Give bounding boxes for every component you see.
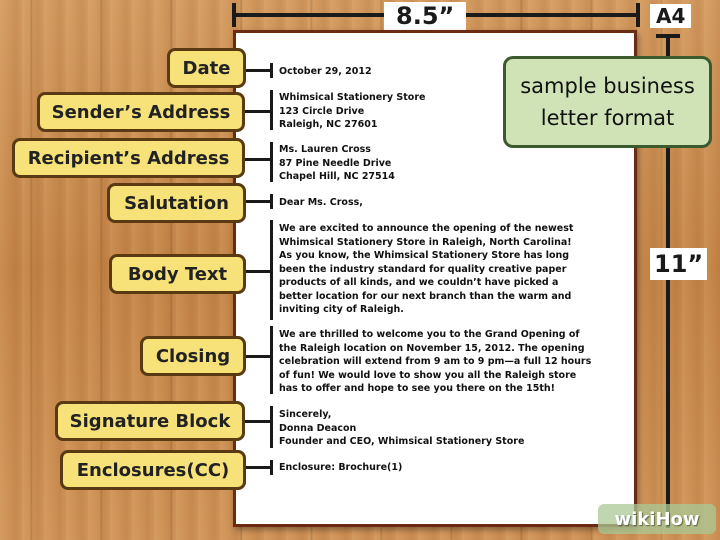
label-date: Date <box>167 48 246 88</box>
letter-body-text: We are excited to announce the opening of the newest Whimsical Stationery Store in Raleigh, North Carolina! As you know, the Whimsical Stationery Store has long been the industry standard for quality creative paper products of all kinds, and we couldn’t have picked a better location for our next branch than the warm and inviting city of Raleigh. <box>279 223 574 315</box>
title-line-2: letter format <box>540 106 675 130</box>
date-connector <box>244 69 272 72</box>
salutation-bracket <box>270 194 273 209</box>
label-signature-block: Signature Block <box>55 401 245 441</box>
sender-bracket <box>270 90 273 130</box>
label-salutation: Salutation <box>107 183 246 223</box>
body-bracket <box>270 220 273 320</box>
closing-connector <box>244 355 272 358</box>
height-dimension-label: 11” <box>650 248 707 280</box>
letter-sender-address: Whimsical Stationery Store 123 Circle Drive Raleigh, NC 27601 <box>279 92 426 130</box>
label-enclosures: Enclosures(CC) <box>60 450 246 490</box>
label-body-text: Body Text <box>109 254 246 294</box>
letter-salutation: Dear Ms. Cross, <box>279 197 363 208</box>
recipient-connector <box>244 158 272 161</box>
height-dimension-top-tick <box>656 34 680 38</box>
signature-bracket <box>270 406 273 448</box>
salutation-connector <box>244 200 272 203</box>
label-recipients-address: Recipient’s Address <box>12 138 245 178</box>
enclosures-bracket <box>270 460 273 475</box>
date-bracket <box>270 63 273 78</box>
letter-date: October 29, 2012 <box>279 66 372 77</box>
width-dimension-label: 8.5” <box>384 2 466 30</box>
letter-enclosure: Enclosure: Brochure(1) <box>279 462 403 473</box>
paper-size-label: A4 <box>650 4 691 28</box>
recipient-bracket <box>270 142 273 182</box>
width-dimension-left-tick <box>232 3 236 27</box>
title-line-1: sample business <box>520 74 695 98</box>
enclosures-connector <box>244 466 272 469</box>
wikihow-watermark: wikiHow <box>598 504 716 534</box>
sender-connector <box>244 110 272 113</box>
label-closing: Closing <box>140 336 246 376</box>
width-dimension-right-tick <box>636 3 640 27</box>
closing-bracket <box>270 326 273 394</box>
label-senders-address: Sender’s Address <box>37 92 245 132</box>
signature-connector <box>244 420 272 423</box>
letter-closing-paragraph: We are thrilled to welcome you to the Grand Opening of the Raleigh location on November 15, 2012. The opening celebration will extend from 9 am to 9 pm—a full 12 hours of fun! We would love to show you all the Raleigh store has to offer and hope to see you there on the 15th! <box>279 329 592 394</box>
letter-recipient-address: Ms. Lauren Cross 87 Pine Needle Drive Chapel Hill, NC 27514 <box>279 144 395 182</box>
title-box <box>503 56 712 148</box>
body-connector <box>244 270 272 273</box>
letter-signature-block: Sincerely, Donna Deacon Founder and CEO, Whimsical Stationery Store <box>279 409 525 447</box>
